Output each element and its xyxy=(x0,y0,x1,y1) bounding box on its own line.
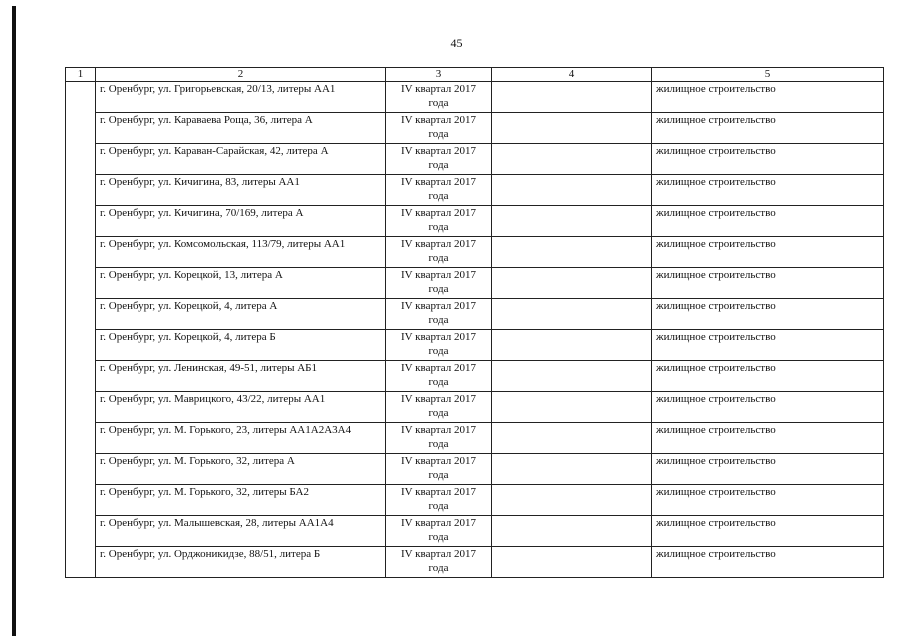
address-cell: г. Оренбург, ул. Кичигина, 70/169, литера А xyxy=(96,206,386,237)
purpose-cell: жилищное строительство xyxy=(652,485,884,516)
period-cell: IV квартал 2017 года xyxy=(386,206,492,237)
table-row xyxy=(66,392,884,423)
header-col-4: 4 xyxy=(492,68,652,82)
purpose-cell: жилищное строительство xyxy=(652,454,884,485)
registry-table xyxy=(65,67,884,578)
purpose-cell: жилищное строительство xyxy=(652,330,884,361)
col4-cell xyxy=(492,516,652,547)
col4-cell xyxy=(492,268,652,299)
period-cell: IV квартал 2017 года xyxy=(386,423,492,454)
address-cell: г. Оренбург, ул. Ленинская, 49-51, литеры АБ1 xyxy=(96,361,386,392)
address-cell: г. Оренбург, ул. Маврицкого, 43/22, литеры АА1 xyxy=(96,392,386,423)
header-col-5: 5 xyxy=(652,68,884,82)
period-cell: IV квартал 2017 года xyxy=(386,485,492,516)
period-cell: IV квартал 2017 года xyxy=(386,516,492,547)
col4-cell xyxy=(492,392,652,423)
period-cell: IV квартал 2017 года xyxy=(386,361,492,392)
address-cell: г. Оренбург, ул. Комсомольская, 113/79, литеры АА1 xyxy=(96,237,386,268)
table-row xyxy=(66,516,884,547)
col4-cell xyxy=(492,237,652,268)
table-row xyxy=(66,206,884,237)
col4-cell xyxy=(492,330,652,361)
purpose-cell: жилищное строительство xyxy=(652,237,884,268)
period-cell: IV квартал 2017 года xyxy=(386,268,492,299)
table-row xyxy=(66,299,884,330)
row-number-cell xyxy=(66,82,96,578)
purpose-cell: жилищное строительство xyxy=(652,392,884,423)
header-col-3: 3 xyxy=(386,68,492,82)
period-cell: IV квартал 2017 года xyxy=(386,175,492,206)
address-cell: г. Оренбург, ул. Корецкой, 13, литера А xyxy=(96,268,386,299)
col4-cell xyxy=(492,82,652,113)
col4-cell xyxy=(492,361,652,392)
purpose-cell: жилищное строительство xyxy=(652,547,884,578)
period-cell: IV квартал 2017 года xyxy=(386,113,492,144)
period-cell: IV квартал 2017 года xyxy=(386,82,492,113)
table-row xyxy=(66,175,884,206)
col4-cell xyxy=(492,113,652,144)
period-cell: IV квартал 2017 года xyxy=(386,392,492,423)
table-row xyxy=(66,144,884,175)
col4-cell xyxy=(492,423,652,454)
purpose-cell: жилищное строительство xyxy=(652,361,884,392)
table-body xyxy=(66,82,884,578)
purpose-cell: жилищное строительство xyxy=(652,423,884,454)
table-row xyxy=(66,423,884,454)
page-number: 45 xyxy=(450,36,463,50)
col4-cell xyxy=(492,299,652,330)
purpose-cell: жилищное строительство xyxy=(652,144,884,175)
table-row xyxy=(66,547,884,578)
table-row xyxy=(66,268,884,299)
col4-cell xyxy=(492,485,652,516)
header-col-2: 2 xyxy=(96,68,386,82)
table-row xyxy=(66,82,884,113)
col4-cell xyxy=(492,206,652,237)
binding-edge xyxy=(12,6,16,636)
header-row xyxy=(66,68,884,82)
col4-cell xyxy=(492,144,652,175)
address-cell: г. Оренбург, ул. Орджоникидзе, 88/51, литера Б xyxy=(96,547,386,578)
period-cell: IV квартал 2017 года xyxy=(386,330,492,361)
table-row xyxy=(66,237,884,268)
purpose-cell: жилищное строительство xyxy=(652,268,884,299)
address-cell: г. Оренбург, ул. Караван-Сарайская, 42, литера А xyxy=(96,144,386,175)
table-header xyxy=(66,68,884,82)
purpose-cell: жилищное строительство xyxy=(652,82,884,113)
purpose-cell: жилищное строительство xyxy=(652,516,884,547)
address-cell: г. Оренбург, ул. Корецкой, 4, литера А xyxy=(96,299,386,330)
address-cell: г. Оренбург, ул. Григорьевская, 20/13, литеры АА1 xyxy=(96,82,386,113)
address-cell: г. Оренбург, ул. М. Горького, 32, литера А xyxy=(96,454,386,485)
period-cell: IV квартал 2017 года xyxy=(386,299,492,330)
period-cell: IV квартал 2017 года xyxy=(386,237,492,268)
table-row xyxy=(66,361,884,392)
header-col-1: 1 xyxy=(66,68,96,82)
col4-cell xyxy=(492,175,652,206)
purpose-cell: жилищное строительство xyxy=(652,113,884,144)
purpose-cell: жилищное строительство xyxy=(652,206,884,237)
table-row xyxy=(66,330,884,361)
period-cell: IV квартал 2017 года xyxy=(386,547,492,578)
table-row xyxy=(66,454,884,485)
address-cell: г. Оренбург, ул. М. Горького, 23, литеры АА1А2А3А4 xyxy=(96,423,386,454)
address-cell: г. Оренбург, ул. М. Горького, 32, литеры БА2 xyxy=(96,485,386,516)
purpose-cell: жилищное строительство xyxy=(652,299,884,330)
table-row xyxy=(66,485,884,516)
purpose-cell: жилищное строительство xyxy=(652,175,884,206)
address-cell: г. Оренбург, ул. Кичигина, 83, литеры АА1 xyxy=(96,175,386,206)
address-cell: г. Оренбург, ул. Караваева Роща, 36, литера А xyxy=(96,113,386,144)
address-cell: г. Оренбург, ул. Малышевская, 28, литеры АА1А4 xyxy=(96,516,386,547)
col4-cell xyxy=(492,454,652,485)
table-row xyxy=(66,113,884,144)
period-cell: IV квартал 2017 года xyxy=(386,454,492,485)
address-cell: г. Оренбург, ул. Корецкой, 4, литера Б xyxy=(96,330,386,361)
col4-cell xyxy=(492,547,652,578)
period-cell: IV квартал 2017 года xyxy=(386,144,492,175)
